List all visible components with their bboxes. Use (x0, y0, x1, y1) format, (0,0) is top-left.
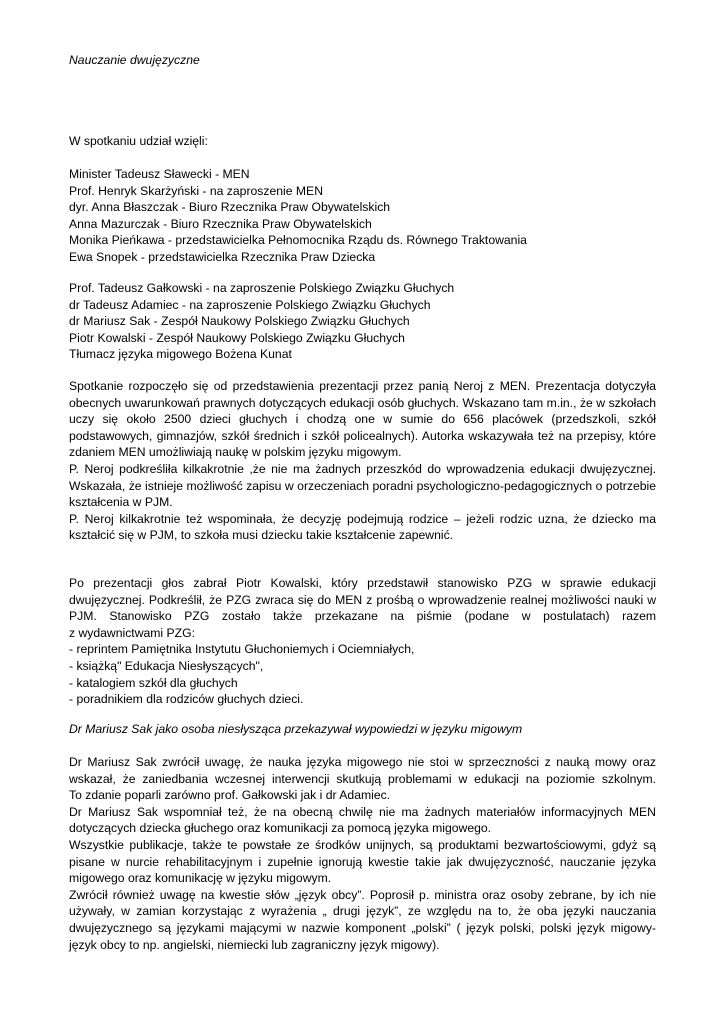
text-line: pisane w nurcie rehabilitacyjnym i zupełnie ignorują kwestie takie jak dwujęzyczność, nauczanie języka (69, 854, 656, 869)
participant-line: dr Mariusz Sak - Zespół Naukowy Polskiego Związku Głuchych (69, 314, 410, 329)
participant-line: Ewa Snopek - przedstawicielka Rzecznika Praw Dziecka (69, 249, 376, 264)
text-line: dwujęzycznej. Podkreślił, że PZG zwraca się do MEN z prośbą o wprowadzenie realnej możliwości nauki w (69, 592, 656, 607)
participant-line: Prof. Tadeusz Gałkowski - na zaproszenie Polskiego Związku Głuchych (69, 281, 455, 295)
list-item: - poradnikiem dla rodziców głuchych dzieci. (69, 692, 304, 707)
participant-line: dr Tadeusz Adamiec - na zaproszenie Polskiego Związku Głuchych (69, 297, 431, 312)
text-line: wskazał, że zaniedbania wczesnej interwencji skutkują problemami w edukacji na poziomie szkolnym. (69, 771, 656, 786)
participants-group-1 (69, 166, 656, 266)
text-line: PJM. Stanowisko PZG zostało także przekazane na piśmie (podane w postulatach) razem (69, 609, 656, 624)
text-line: dwujęzycznego są językami mającymi w nazwie komponent „polski” ( język polski, polski język migowy- (69, 920, 656, 935)
text-line: Dr Mariusz Sak zwrócił uwagę, że nauka języka migowego nie stoi w sprzeczności z nauką mowy oraz (69, 755, 656, 769)
text-line: kształcić się w PJM, to szkoła musi dziecku takie kształcenie zapewnić. (69, 528, 454, 543)
document-title-block (69, 52, 656, 69)
text-line: Dr Mariusz Sak wspomniał też, że na obecną chwilę nie ma żadnych materiałów informacyjnych MEN (69, 804, 656, 819)
text-line: dotyczących dziecka głuchego oraz komunikacji za pomocą języka migowego. (69, 821, 492, 836)
participants-heading: W spotkaniu udział wzięli: (69, 134, 208, 148)
text-line: Zwrócił również uwagę na kwestie słów „język obcy”. Poprosił p. ministra oraz osoby zebrane, by ich nie (69, 887, 656, 902)
text-line: z wydawnictwami PZG: (69, 625, 195, 640)
text-line: język obcy to np. angielski, niemiecki lub zagraniczny język migowy). (69, 937, 440, 952)
participant-line: Monika Pieńkawa - przedstawicielka Pełnomocnika Rządu ds. Równego Traktowania (69, 233, 527, 248)
document-title: Nauczanie dwujęzyczne (69, 53, 200, 67)
paragraph-presentation (69, 378, 656, 544)
participant-line: Tłumacz języka migowego Bożena Kunat (69, 347, 292, 362)
text-line: Wskazała, że istnieje możliwość zapisu w orzeczeniach poradni psychologiczno-pedagogicznych o potrzebie (69, 478, 656, 493)
participant-line: Prof. Henryk Skarżyński - na zaproszenie MEN (69, 183, 323, 198)
text-line: używały, w zamian korzystając z wyrażenia „ drugi język”, ze względu na to, że oba języki nauczania (69, 904, 656, 919)
text-line: zdaniem MEN umożliwiają naukę w polskim języku migowym. (69, 445, 402, 460)
text-line: kształcenia w PJM. (69, 495, 173, 510)
paragraph-kowalski (69, 575, 656, 708)
text-line: uczy się około 2500 dzieci głuchych i chodzą one w sumie do 656 placówek (przedszkoli, szkół (69, 412, 656, 427)
text-line: To zdanie poparli zarówno prof. Gałkowski jak i dr Adamiec. (69, 788, 391, 803)
list-item: - książką" Edukacja Niesłyszących", (69, 658, 264, 673)
participant-line: dyr. Anna Błaszczak - Biuro Rzecznika Praw Obywatelskich (69, 200, 391, 215)
list-item: - katalogiem szkół dla głuchych (69, 675, 238, 690)
paragraph-sak (69, 754, 656, 953)
participant-line: Piotr Kowalski - Zespół Naukowy Polskiego Związku Głuchych (69, 330, 405, 345)
text-line: Po prezentacji głos zabrał Piotr Kowalski, który przedstawił stanowisko PZG w sprawie edukacji (69, 576, 656, 590)
text-line: podstawowych, gimnazjów, szkół średnich i szkół policealnych). Autorka wskazywała też na przepisy, które (69, 428, 656, 443)
text-line: obecnych uwarunkowań prawnych dotyczących edukacji osób głuchych. Wskazano tam m.in., że w szkołach (69, 395, 656, 410)
subheading-block (69, 721, 656, 738)
participants-group-2 (69, 280, 656, 363)
participant-line: Anna Mazurczak - Biuro Rzecznika Praw Obywatelskich (69, 216, 372, 231)
text-line: P. Neroj podkreśliła kilkakrotnie ,że nie ma żadnych przeszkód do wprowadzenia edukacji dwujęzycznej. (69, 461, 656, 476)
text-line: P. Neroj kilkakrotnie też wspominała, że decyzję podejmują rodzice – jeżeli rodzic uzna, że dziecko ma (69, 511, 656, 526)
text-line: Spotkanie rozpoczęło się od przedstawienia prezentacji przez panią Neroj z MEN. Prezentacja dotyczyła (69, 379, 656, 393)
section-subheading: Dr Mariusz Sak jako osoba niesłysząca przekazywał wypowiedzi w języku migowym (69, 722, 523, 736)
text-line: Wszystkie publikacje, także te powstałe ze środków unijnych, są produktami bezwartościowymi, gdyż są (69, 837, 656, 852)
participants-heading-block (69, 133, 656, 150)
participant-line: Minister Tadeusz Sławecki - MEN (69, 167, 250, 181)
list-item: - reprintem Pamiętnika Instytutu Głuchoniemych i Ociemniałych, (69, 642, 415, 657)
text-line: migowego oraz komunikację w języku migowym. (69, 871, 332, 886)
